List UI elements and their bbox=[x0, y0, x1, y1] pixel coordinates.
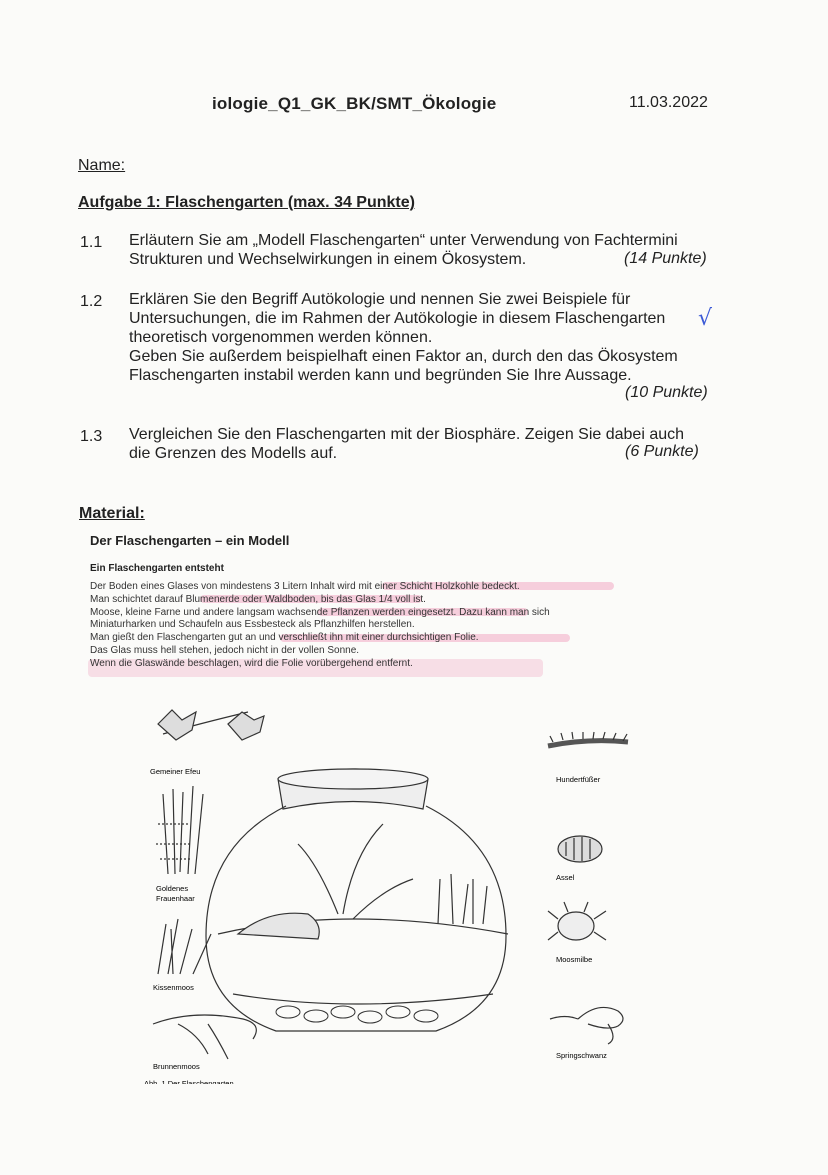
question-text bbox=[129, 290, 715, 385]
fountain-moss-drawing bbox=[153, 1015, 256, 1059]
figure-label-springschwanz: Springschwanz bbox=[556, 1051, 607, 1060]
woodlouse-drawing bbox=[558, 836, 602, 862]
figure-label-assel: Assel bbox=[556, 873, 575, 882]
task-title: Aufgabe 1: Flaschengarten (max. 34 Punkte) bbox=[78, 194, 415, 211]
material-line: Wenn die Glaswände beschlagen, wird die Folie vorübergehend entfernt. bbox=[90, 657, 413, 669]
bottle-garden-illustration bbox=[138, 694, 648, 1084]
material-subtitle: Der Flaschengarten – ein Modell bbox=[90, 533, 290, 548]
question-line: Geben Sie außerdem beispielhaft einen Faktor an, durch den das Ökosystem bbox=[129, 348, 678, 365]
material-line: Der Boden eines Glases von mindestens 3 Litern Inhalt wird mit einer Schicht Holzkohle bedeckt. bbox=[90, 581, 520, 592]
question-line: theoretisch vorgenommen werden können. bbox=[129, 329, 433, 346]
question-number: 1.2 bbox=[80, 293, 103, 310]
springtail-drawing bbox=[550, 1007, 623, 1044]
question-line: Erklären Sie den Begriff Autökologie und nennen Sie zwei Beispiele für bbox=[129, 291, 631, 308]
mite-drawing bbox=[548, 902, 606, 940]
material-line: Das Glas muss hell stehen, jedoch nicht in der vollen Sonne. bbox=[90, 644, 360, 656]
check-mark: √ bbox=[698, 306, 713, 331]
material-line: Moose, kleine Farne und andere langsam wachsende Pflanzen werden eingesetzt. Dazu kann man sich bbox=[90, 606, 550, 618]
moss-drawing bbox=[156, 786, 203, 874]
question-number: 1.3 bbox=[80, 428, 103, 445]
figure-label-frauenhaar: Goldenes bbox=[156, 884, 189, 893]
question-points: (14 Punkte) bbox=[624, 250, 707, 267]
figure-label-hundertfuesser: Hundertfüßer bbox=[556, 775, 601, 784]
material-line: Miniaturharken und Schaufeln aus Essbesteck als Pflanzhilfen herstellen. bbox=[90, 619, 415, 631]
material-line: Man schichtet darauf Blumenerde oder Waldboden, bis das Glas 1/4 voll ist. bbox=[90, 593, 426, 605]
figure-label-kissenmoos: Kissenmoos bbox=[153, 983, 194, 992]
figure-label-frauenhaar: Frauenhaar bbox=[156, 894, 195, 903]
name-label: Name: bbox=[78, 157, 126, 174]
ivy-drawing bbox=[158, 710, 264, 740]
question-line: Flaschengarten instabil werden kann und begründen Sie Ihre Aussage. bbox=[129, 367, 632, 384]
header-title: iologie_Q1_GK_BK/SMT_Ökologie bbox=[212, 94, 497, 113]
question-points: (6 Punkte) bbox=[625, 443, 699, 460]
bottle-garden-figure bbox=[138, 694, 648, 1089]
figure-label-efeu: Gemeiner Efeu bbox=[150, 767, 201, 776]
question-points: (10 Punkte) bbox=[625, 384, 708, 401]
header-date: 11.03.2022 bbox=[629, 94, 708, 111]
question-line: Erläutern Sie am „Modell Flaschengarten“ unter Verwendung von Fachtermini bbox=[129, 232, 678, 249]
question-line: Strukturen und Wechselwirkungen in einem Ökosystem. bbox=[129, 251, 527, 268]
question-line: Untersuchungen, die im Rahmen der Autökologie in diesem Flaschengarten bbox=[129, 310, 666, 327]
question-line: Vergleichen Sie den Flaschengarten mit der Biosphäre. Zeigen Sie dabei auch bbox=[129, 426, 685, 443]
centipede-drawing bbox=[548, 732, 628, 746]
figure-label-moosmilbe: Moosmilbe bbox=[556, 955, 593, 964]
figure-caption: Abb. 1 Der Flaschengarten bbox=[144, 1079, 234, 1084]
question-number: 1.1 bbox=[80, 234, 103, 251]
material-text bbox=[90, 581, 550, 671]
cushion-moss-drawing bbox=[158, 919, 211, 974]
material-title: Material: bbox=[79, 505, 145, 522]
figure-label-brunnenmoos: Brunnenmoos bbox=[153, 1062, 200, 1071]
jar-drawing bbox=[206, 769, 508, 1031]
material-section-title: Ein Flaschengarten entsteht bbox=[90, 563, 224, 574]
question-line: die Grenzen des Modells auf. bbox=[129, 445, 338, 462]
material-line: Man gießt den Flaschengarten gut an und verschließt ihn mit einer durchsichtigen Folie. bbox=[90, 632, 479, 644]
